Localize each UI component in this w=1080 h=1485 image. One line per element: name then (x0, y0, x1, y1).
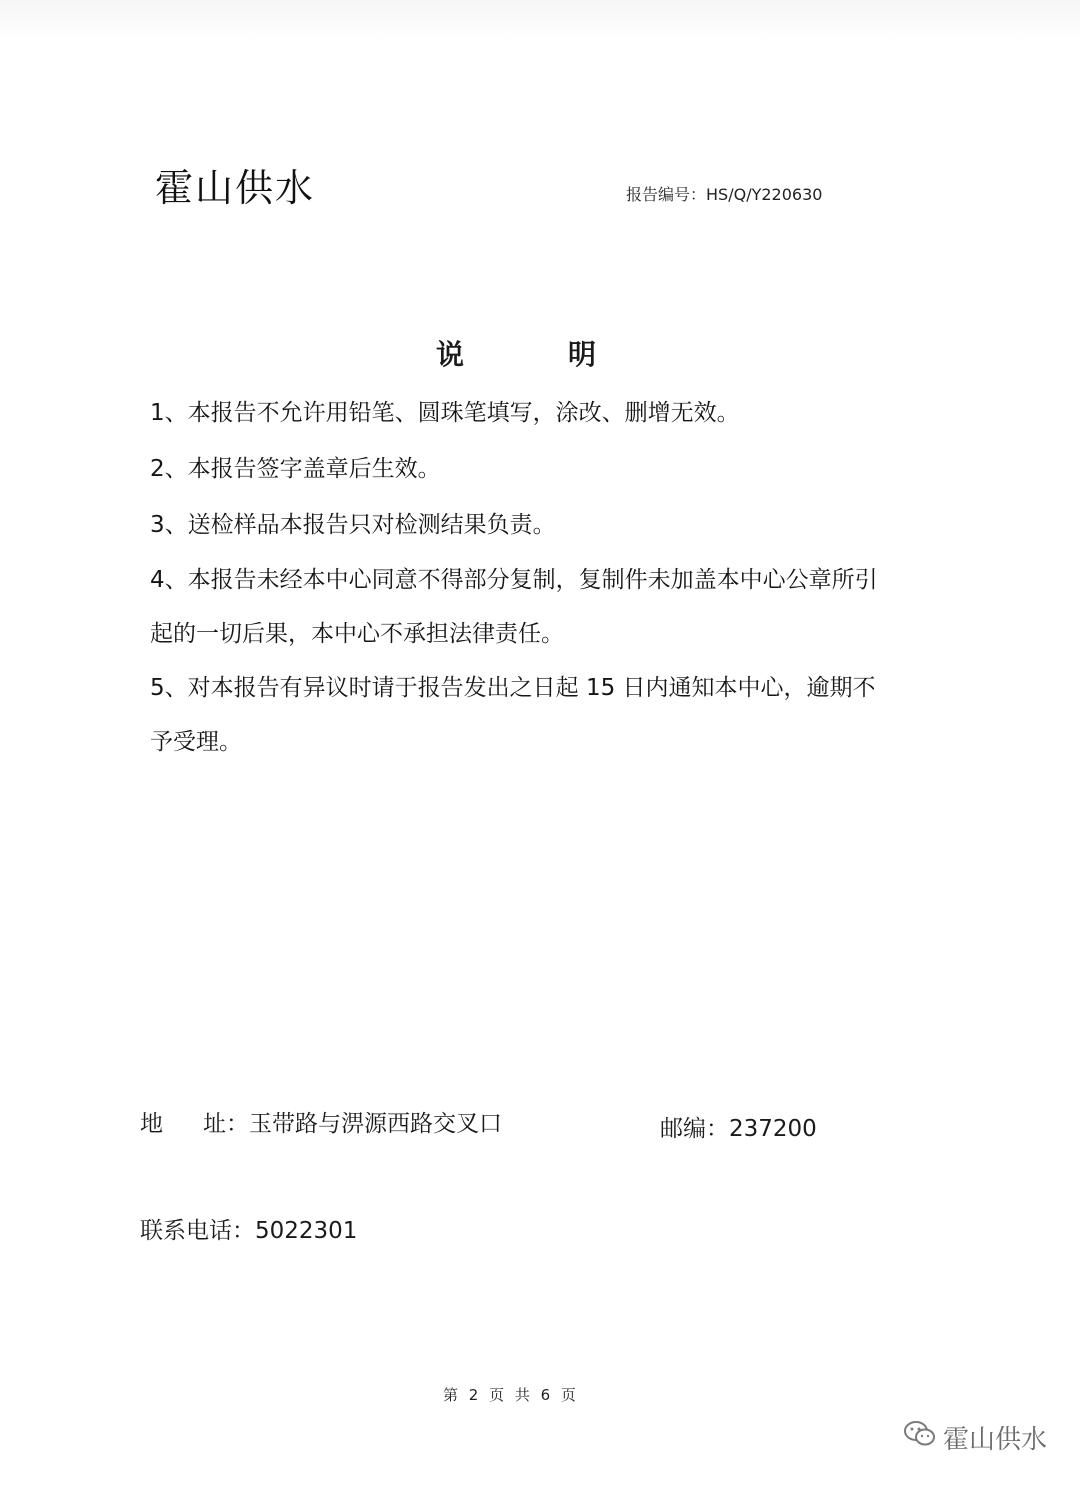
postcode (660, 1110, 817, 1143)
section-title-char-2: 明 (568, 338, 597, 371)
watermark (903, 1419, 1047, 1456)
section-title-char-1: 说 (436, 338, 465, 371)
address-value: 玉带路与淠源西路交叉口 (249, 1111, 502, 1137)
note-item: 3、送检样品本报告只对检测结果负责。 (150, 512, 556, 538)
note-item: 4、本报告未经本中心同意不得部分复制，复制件未加盖本中心公章所引起的一切后果，本中心不承担法律责任。 (150, 567, 878, 647)
notes-list (150, 385, 890, 769)
phone-label: 联系电话： (140, 1218, 255, 1244)
note-item: 5、对本报告有异议时请于报告发出之日起 15 日内通知本中心，逾期不予受理。 (150, 675, 876, 755)
note-item: 1、本报告不允许用铅笔、圆珠笔填写，涂改、删增无效。 (150, 400, 740, 426)
address (140, 1105, 502, 1138)
address-label-char-1: 地 (140, 1111, 163, 1137)
postcode-label: 邮编： (660, 1116, 729, 1142)
phone (140, 1212, 357, 1245)
report-number (626, 182, 822, 205)
address-label-char-2: 址： (203, 1111, 249, 1137)
phone-value: 5022301 (255, 1218, 358, 1244)
organization-name: 霍山供水 (155, 166, 316, 210)
watermark-text: 霍山供水 (943, 1425, 1048, 1455)
note-item: 2、本报告签字盖章后生效。 (150, 456, 441, 482)
section-title (436, 333, 596, 373)
wechat-icon (903, 1419, 937, 1456)
postcode-value: 237200 (729, 1116, 817, 1142)
report-number-label: 报告编号： (626, 185, 707, 204)
page-number: 第 2 页 共 6 页 (443, 1386, 576, 1404)
report-number-value: HS/Q/Y220630 (706, 185, 823, 204)
